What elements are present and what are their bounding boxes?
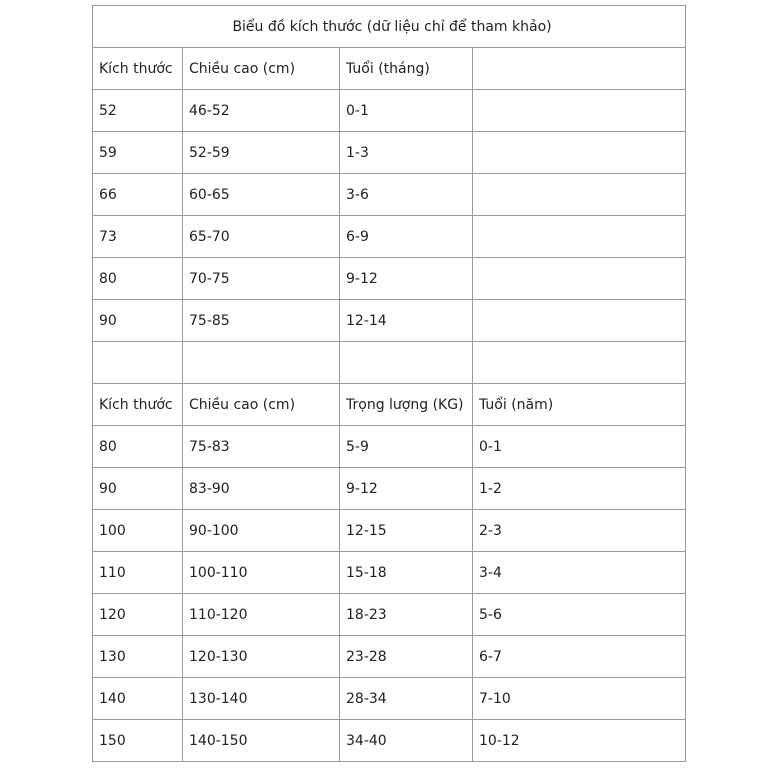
table-row bbox=[93, 132, 686, 174]
column-header: Tuổi (tháng) bbox=[340, 48, 473, 90]
table-cell: 60-65 bbox=[183, 174, 340, 216]
table-cell: 110-120 bbox=[183, 594, 340, 636]
table-cell bbox=[473, 174, 686, 216]
table-cell: 6-7 bbox=[473, 636, 686, 678]
table-row bbox=[93, 720, 686, 762]
table-cell: 100 bbox=[93, 510, 183, 552]
table1-header-row bbox=[93, 48, 686, 90]
table-cell bbox=[473, 300, 686, 342]
table-cell: 5-9 bbox=[340, 426, 473, 468]
table-cell: 23-28 bbox=[340, 636, 473, 678]
column-header: Trọng lượng (KG) bbox=[340, 384, 473, 426]
chart-title: Biểu đồ kích thước (dữ liệu chỉ để tham khảo) bbox=[93, 6, 686, 48]
table-cell: 9-12 bbox=[340, 258, 473, 300]
column-header: Kích thước bbox=[93, 384, 183, 426]
table-cell: 75-83 bbox=[183, 426, 340, 468]
spacer-cell bbox=[183, 342, 340, 384]
table-cell: 90 bbox=[93, 468, 183, 510]
table-cell bbox=[473, 132, 686, 174]
spacer-row bbox=[93, 342, 686, 384]
table-cell: 110 bbox=[93, 552, 183, 594]
table-cell: 120 bbox=[93, 594, 183, 636]
table-cell: 140-150 bbox=[183, 720, 340, 762]
table-cell: 70-75 bbox=[183, 258, 340, 300]
table-cell: 46-52 bbox=[183, 90, 340, 132]
table-cell: 10-12 bbox=[473, 720, 686, 762]
table-cell bbox=[473, 216, 686, 258]
table-cell: 59 bbox=[93, 132, 183, 174]
table-cell: 100-110 bbox=[183, 552, 340, 594]
spacer-cell bbox=[340, 342, 473, 384]
table-cell: 15-18 bbox=[340, 552, 473, 594]
table-row bbox=[93, 216, 686, 258]
table-cell: 1-3 bbox=[340, 132, 473, 174]
table-cell: 0-1 bbox=[340, 90, 473, 132]
table-cell: 80 bbox=[93, 258, 183, 300]
table-cell: 130-140 bbox=[183, 678, 340, 720]
spacer-cell bbox=[473, 342, 686, 384]
size-chart-table bbox=[92, 5, 686, 762]
table-cell: 2-3 bbox=[473, 510, 686, 552]
table-cell: 120-130 bbox=[183, 636, 340, 678]
column-header bbox=[473, 48, 686, 90]
table-cell: 75-85 bbox=[183, 300, 340, 342]
column-header: Kích thước bbox=[93, 48, 183, 90]
table-row bbox=[93, 174, 686, 216]
table-row bbox=[93, 510, 686, 552]
table-cell: 12-15 bbox=[340, 510, 473, 552]
table-cell: 34-40 bbox=[340, 720, 473, 762]
table-row bbox=[93, 300, 686, 342]
table-cell: 6-9 bbox=[340, 216, 473, 258]
table-cell: 140 bbox=[93, 678, 183, 720]
table-cell: 80 bbox=[93, 426, 183, 468]
table-cell: 52 bbox=[93, 90, 183, 132]
table-cell: 66 bbox=[93, 174, 183, 216]
column-header: Chiều cao (cm) bbox=[183, 384, 340, 426]
table-cell: 65-70 bbox=[183, 216, 340, 258]
table-row bbox=[93, 678, 686, 720]
table-cell: 0-1 bbox=[473, 426, 686, 468]
table-row bbox=[93, 90, 686, 132]
table-row bbox=[93, 426, 686, 468]
table-cell: 52-59 bbox=[183, 132, 340, 174]
title-row bbox=[93, 6, 686, 48]
column-header: Chiều cao (cm) bbox=[183, 48, 340, 90]
spacer-cell bbox=[93, 342, 183, 384]
table-cell bbox=[473, 258, 686, 300]
table-cell: 3-4 bbox=[473, 552, 686, 594]
table-cell: 73 bbox=[93, 216, 183, 258]
column-header: Tuổi (năm) bbox=[473, 384, 686, 426]
table2-header-row bbox=[93, 384, 686, 426]
table-row bbox=[93, 468, 686, 510]
table-row bbox=[93, 636, 686, 678]
table-cell: 18-23 bbox=[340, 594, 473, 636]
table-cell: 130 bbox=[93, 636, 183, 678]
table-cell: 9-12 bbox=[340, 468, 473, 510]
size-chart-body bbox=[93, 6, 686, 762]
size-chart-sheet bbox=[92, 5, 685, 762]
table-row bbox=[93, 552, 686, 594]
table-cell bbox=[473, 90, 686, 132]
table-cell: 83-90 bbox=[183, 468, 340, 510]
table-cell: 7-10 bbox=[473, 678, 686, 720]
table-cell: 150 bbox=[93, 720, 183, 762]
table-cell: 12-14 bbox=[340, 300, 473, 342]
table-cell: 28-34 bbox=[340, 678, 473, 720]
table-row bbox=[93, 594, 686, 636]
table-cell: 90-100 bbox=[183, 510, 340, 552]
table-cell: 90 bbox=[93, 300, 183, 342]
table-cell: 3-6 bbox=[340, 174, 473, 216]
table-row bbox=[93, 258, 686, 300]
table-cell: 1-2 bbox=[473, 468, 686, 510]
table-cell: 5-6 bbox=[473, 594, 686, 636]
